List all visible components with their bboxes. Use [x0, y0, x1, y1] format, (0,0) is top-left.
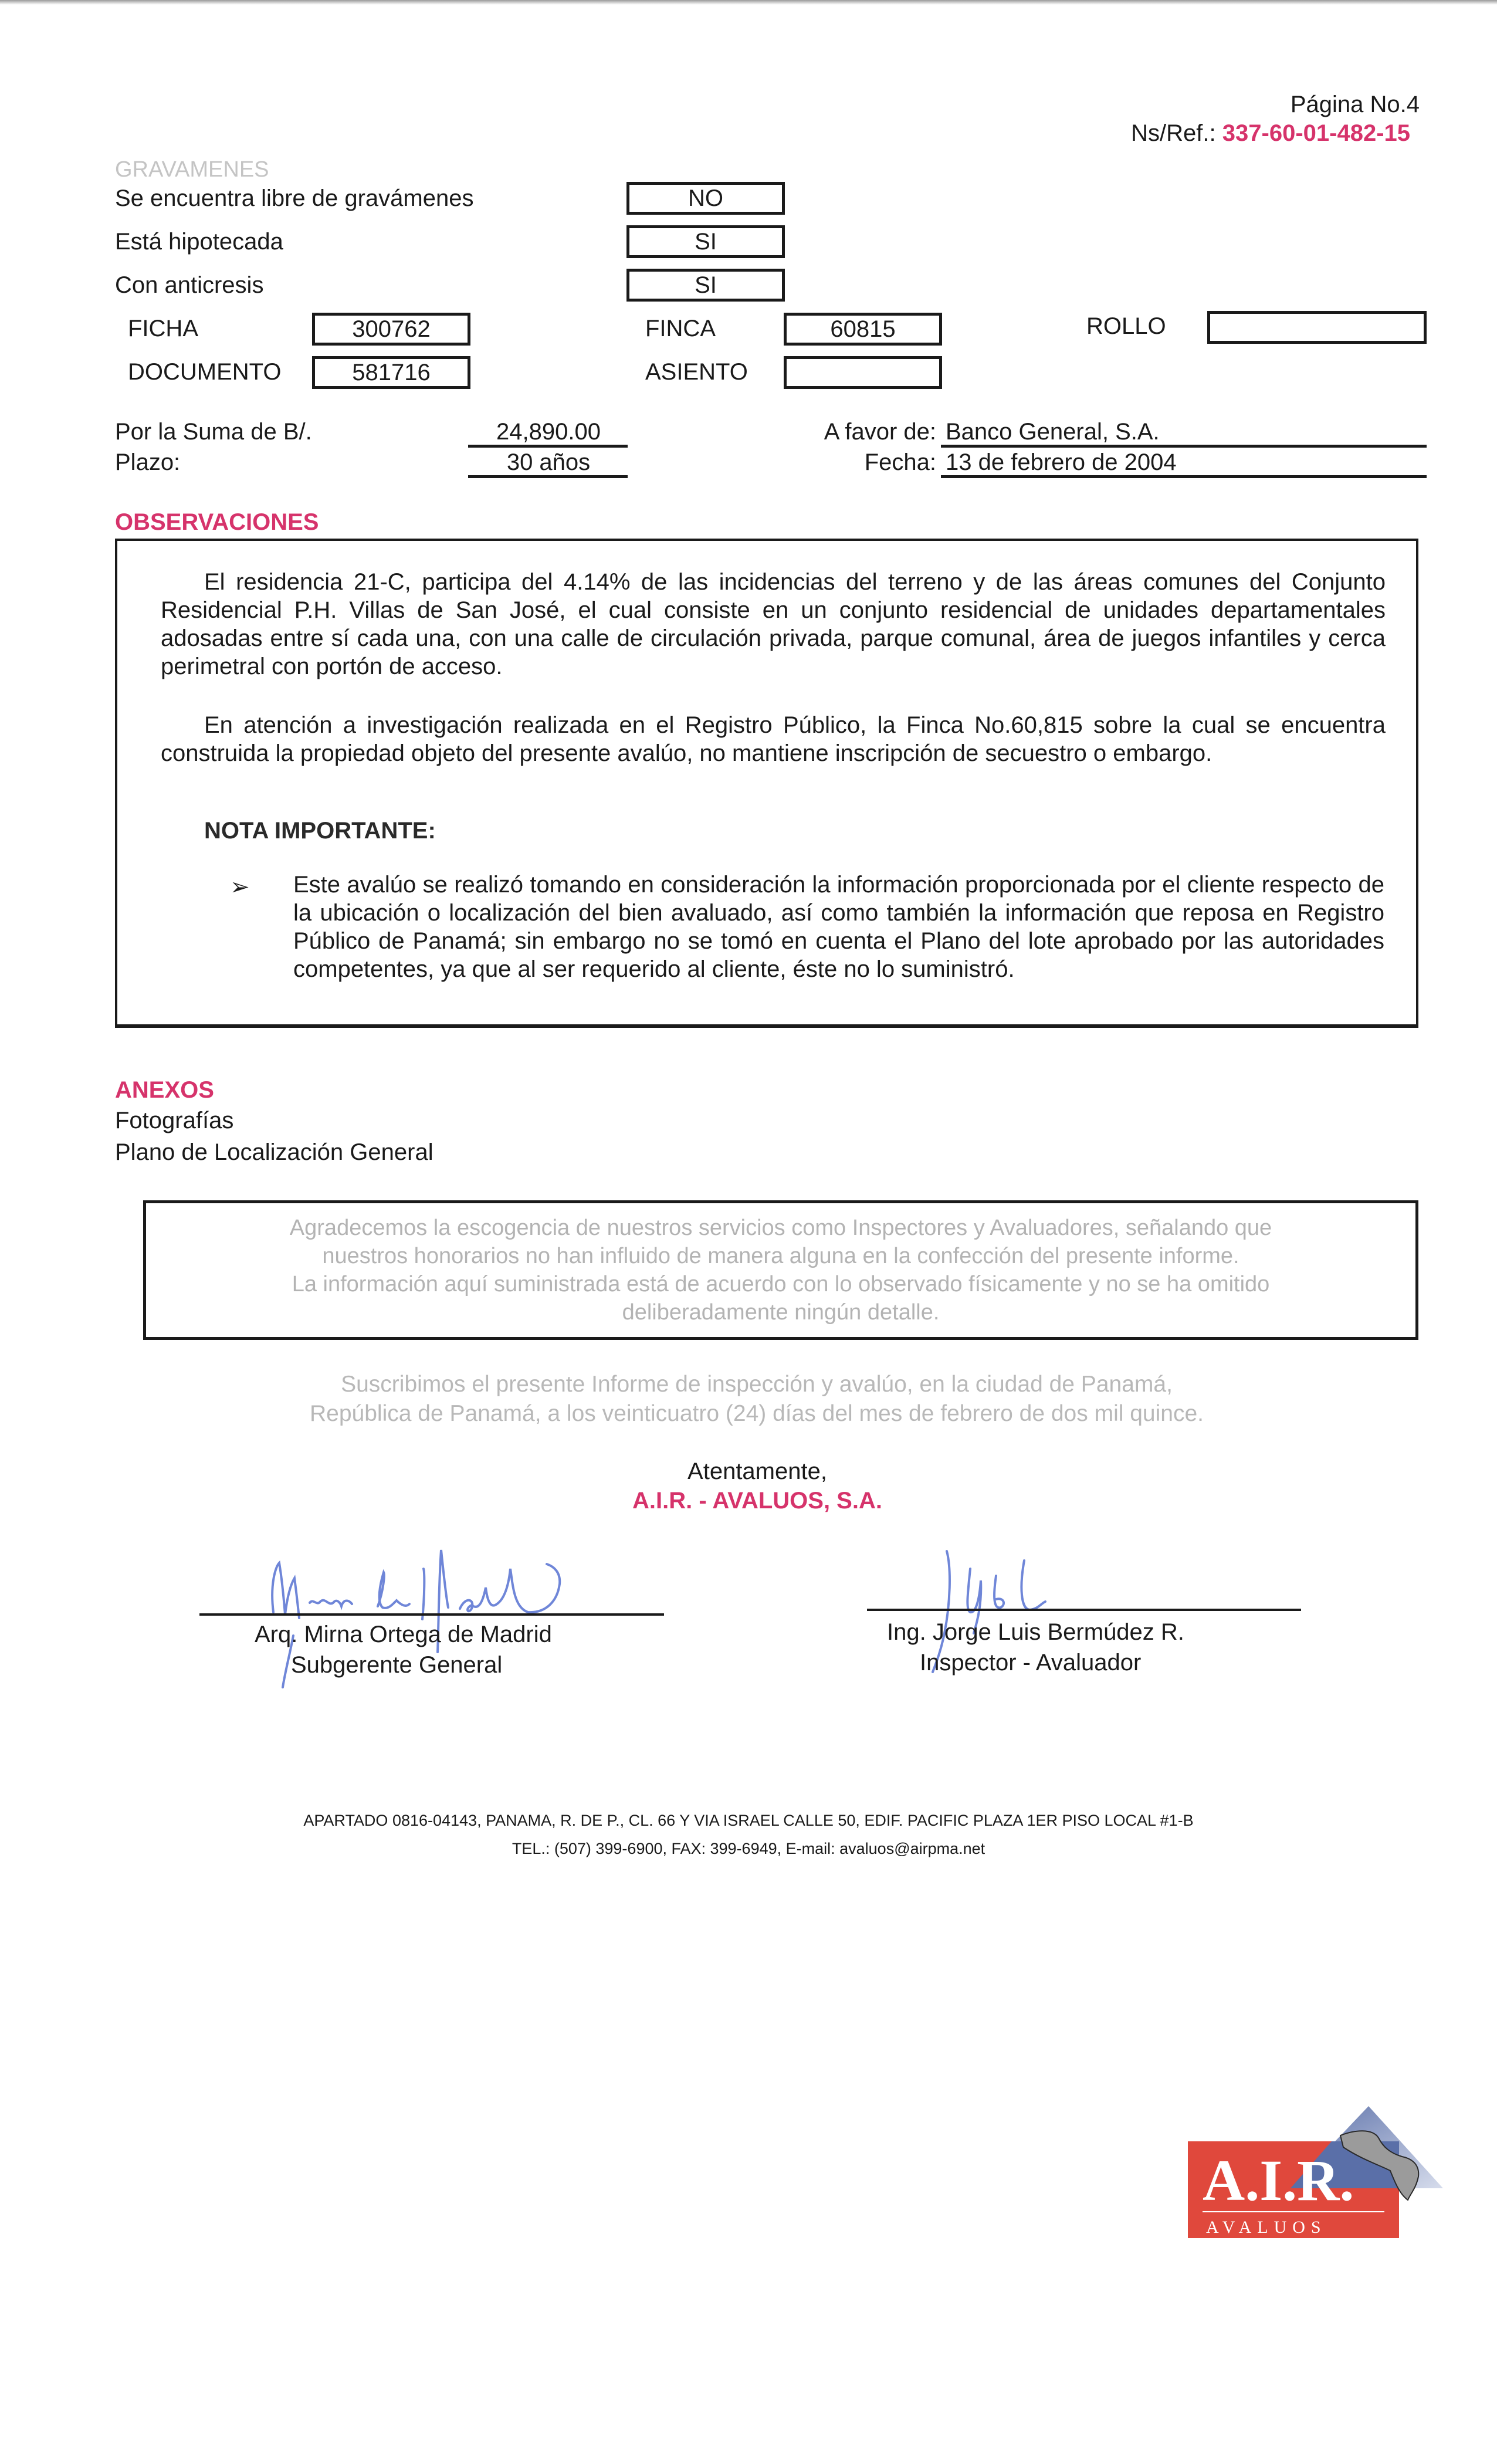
gravamen-value-anticresis: SI — [626, 269, 785, 302]
signatory-title-left: Subgerente General — [291, 1652, 503, 1678]
footer-contact: TEL.: (507) 399-6900, FAX: 399-6949, E-mail: avaluos@airpma.net — [512, 1840, 985, 1857]
observaciones-paragraph-1: El residencia 21-C, participa del 4.14% de las incidencias del terreno y de las áreas comunes del Conjunto Residencial P.H. Villas de San José, el cual consiste en un conjunto residencial de unidades departamentales adosadas entre sí cada una, con una calle de circulación privada, parque comunal, área de juegos infantiles y cerca perimetral con portón de acceso. — [161, 569, 1386, 679]
company-name: A.I.R. - AVALUOS, S.A. — [632, 1488, 882, 1514]
finca-label: FINCA — [645, 316, 716, 341]
anexos-item: Plano de Localización General — [115, 1139, 433, 1165]
gravamen-value-libre: NO — [626, 182, 785, 215]
signature-line-right — [867, 1609, 1301, 1611]
asiento-value — [784, 356, 942, 389]
fecha-label: Fecha: — [864, 449, 936, 475]
suma-underline — [468, 445, 628, 448]
gravamen-label-anticresis: Con anticresis — [115, 272, 264, 298]
signatory-title-right: Inspector - Avaluador — [920, 1650, 1142, 1676]
documento-label: DOCUMENTO — [128, 359, 282, 385]
anexos-item: Fotografías — [115, 1108, 234, 1133]
gravamen-label-hipotecada: Está hipotecada — [115, 229, 283, 255]
reference-line — [1131, 121, 1410, 145]
logo-sub-text: AVALUOS — [1206, 2218, 1327, 2237]
closing-line: Suscribimos el presente Informe de inspección y avalúo, en la ciudad de Panamá, — [341, 1372, 1173, 1397]
nota-importante-title: NOTA IMPORTANTE: — [204, 818, 436, 844]
nota-importante-text: Este avalúo se realizó tomando en consideración la información proporcionada por el cliente respecto de la ubicación o localización del bien avaluado, así como también la información que reposa en Registro Público de Panamá; sin embargo no se tomó en cuenta el Plano del lote aprobado por las autoridades competentes, ya que al ser requerido al cliente, éste no lo suministró. — [293, 872, 1384, 982]
ficha-label: FICHA — [128, 316, 198, 341]
plazo-label: Plazo: — [115, 449, 181, 475]
salutation: Atentamente, — [687, 1458, 827, 1484]
signatory-name-left: Arq. Mirna Ortega de Madrid — [255, 1622, 552, 1647]
ficha-value: 300762 — [312, 313, 470, 346]
gravamen-value-hipotecada: SI — [626, 225, 785, 258]
favor-label: A favor de: — [824, 419, 936, 445]
disclaimer-line: Agradecemos la escogencia de nuestros servicios como Inspectores y Avaluadores, señalando que — [289, 1216, 1272, 1240]
plazo-value: 30 años — [506, 449, 591, 475]
suma-label: Por la Suma de B/. — [115, 419, 312, 445]
anexos-title: ANEXOS — [115, 1077, 214, 1103]
gravamen-label-libre: Se encuentra libre de gravámenes — [115, 185, 474, 211]
disclaimer-line: nuestros honorarios no han influido de manera alguna en la confección del presente informe. — [322, 1244, 1239, 1268]
rollo-label: ROLLO — [1086, 313, 1166, 339]
disclaimer-line: deliberadamente ningún detalle. — [622, 1300, 940, 1325]
footer-address: APARTADO 0816-04143, PANAMA, R. DE P., CL. 66 Y VIA ISRAEL CALLE 50, EDIF. PACIFIC PLAZA 1ER PISO LOCAL #1-B — [303, 1812, 1194, 1829]
logo-main-text: A.I.R. — [1203, 2148, 1354, 2213]
signatory-name-right: Ing. Jorge Luis Bermúdez R. — [887, 1619, 1184, 1645]
favor-value: Banco General, S.A. — [946, 419, 1160, 445]
documento-value: 581716 — [312, 356, 470, 389]
favor-underline — [941, 445, 1427, 448]
reference-label: Ns/Ref.: — [1131, 120, 1216, 146]
gravamenes-title: GRAVAMENES — [115, 157, 269, 182]
closing-line: República de Panamá, a los veinticuatro (24) días del mes de febrero de dos mil quince. — [309, 1401, 1204, 1426]
suma-value: 24,890.00 — [496, 419, 601, 445]
disclaimer-box — [143, 1200, 1418, 1340]
finca-value: 60815 — [784, 313, 942, 346]
plazo-underline — [468, 475, 628, 478]
scan-edge — [0, 0, 1497, 5]
asiento-label: ASIENTO — [645, 359, 748, 385]
fecha-value: 13 de febrero de 2004 — [946, 449, 1177, 475]
signature-line-left — [199, 1613, 664, 1616]
observaciones-paragraph-2: En atención a investigación realizada en el Registro Público, la Finca No.60,815 sobre la cual se encuentra construida la propiedad objeto del presente avalúo, no mantiene inscripción de secuestro o embargo. — [161, 712, 1386, 766]
logo-graphic — [1185, 2100, 1449, 2241]
fecha-underline — [941, 475, 1427, 478]
disclaimer-line: La información aquí suministrada está de acuerdo con lo observado físicamente y no se ha omitido — [292, 1272, 1270, 1297]
air-avaluos-logo — [1185, 2100, 1449, 2241]
observaciones-title: OBSERVACIONES — [115, 509, 319, 535]
page-number: Página No.4 — [1290, 92, 1420, 117]
arrow-bullet-icon: ➢ — [230, 874, 250, 900]
rollo-value — [1207, 311, 1427, 344]
reference-number: 337-60-01-482-15 — [1222, 120, 1410, 146]
